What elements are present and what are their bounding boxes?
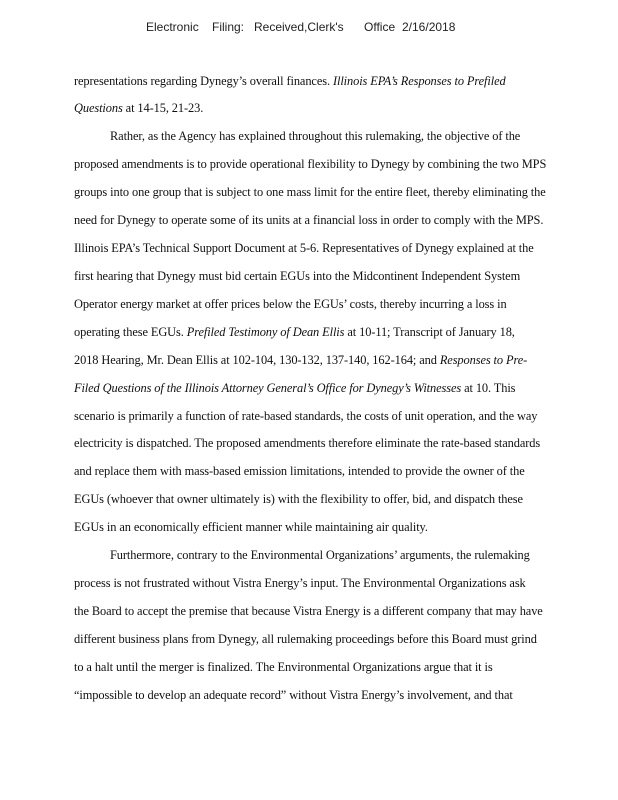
header-received: Received,Clerk's <box>254 20 344 34</box>
line-text: EGUs in an economically efficient manner while maintaining air quality. <box>74 520 428 534</box>
text-line <box>74 463 525 479</box>
line-text: groups into one group that is subject to one mass limit for the entire fleet, thereby eliminating the <box>74 185 546 199</box>
text-line <box>74 100 203 116</box>
line-text: 2018 Hearing, Mr. Dean Ellis at 102-104, 130-132, 137-140, 162-164; and <box>74 353 440 367</box>
line-text: at 14-15, 21-23. <box>122 101 204 115</box>
text-line <box>74 296 507 312</box>
header-electronic: Electronic <box>146 20 199 34</box>
line-text: proposed amendments is to provide operational flexibility to Dynegy by combining the two MPS <box>74 157 547 171</box>
header-office: Office <box>364 20 396 34</box>
header-filing: Filing: <box>212 20 245 34</box>
line-text: electricity is dispatched. The proposed amendments therefore eliminate the rate-based standards <box>74 436 541 450</box>
text-line <box>74 687 513 703</box>
header-date: 2/16/2018 <box>402 20 456 34</box>
line-text: first hearing that Dynegy must bid certain EGUs into the Midcontinent Independent System <box>74 269 521 283</box>
line-text: representations regarding Dynegy’s overall finances. <box>74 74 333 88</box>
text-line <box>74 324 515 340</box>
text-line <box>74 212 543 228</box>
text-line <box>74 575 526 591</box>
text-line <box>74 268 520 284</box>
line-text: Operator energy market at offer prices below the EGUs’ costs, thereby incurring a loss in <box>74 297 507 311</box>
line-text: at 10-11; Transcript of January 18, <box>344 325 515 339</box>
line-text: Illinois EPA’s Technical Support Document at 5-6. Representatives of Dynegy explained at the <box>74 241 534 255</box>
line-text: EGUs (whoever that owner ultimately is) with the flexibility to offer, bid, and dispatch these <box>74 492 523 506</box>
line-text: the Board to accept the premise that because Vistra Energy is a different company that may have <box>74 604 543 618</box>
text-line <box>74 519 428 535</box>
line-text: need for Dynegy to operate some of its units at a financial loss in order to comply with the MPS. <box>74 213 544 227</box>
line-text: operating these EGUs. <box>74 325 187 339</box>
text-line <box>110 128 520 144</box>
citation-italic: Questions <box>74 101 123 115</box>
text-line <box>74 659 493 675</box>
text-line <box>74 380 515 396</box>
text-line <box>74 491 523 507</box>
citation-italic: Prefiled Testimony of Dean Ellis <box>186 325 345 339</box>
line-text: and replace them with mass-based emission limitations, intended to provide the owner of the <box>74 464 525 478</box>
line-text: at 10. This <box>461 381 516 395</box>
text-line <box>74 631 537 647</box>
text-line <box>74 156 546 172</box>
line-text: process is not frustrated without Vistra Energy’s input. The Environmental Organizations ask <box>74 576 526 590</box>
text-line <box>74 435 540 451</box>
text-line <box>74 184 546 200</box>
line-text: different business plans from Dynegy, all rulemaking proceedings before this Board must grind <box>74 632 537 646</box>
text-line <box>74 73 506 89</box>
text-line <box>74 352 527 368</box>
text-line <box>110 547 530 563</box>
text-line <box>74 603 543 619</box>
text-line <box>74 240 534 256</box>
citation-italic: Responses to Pre- <box>439 353 528 367</box>
line-text: Rather, as the Agency has explained throughout this rulemaking, the objective of the <box>110 129 521 143</box>
line-text: “impossible to develop an adequate record” without Vistra Energy’s involvement, and that <box>74 688 513 702</box>
line-text: to a halt until the merger is finalized. The Environmental Organizations argue that it is <box>74 660 493 674</box>
citation-italic: Filed Questions of the Illinois Attorney General’s Office for Dynegy’s Witnesses <box>74 381 462 395</box>
citation-italic: Illinois EPA’s Responses to Prefiled <box>332 74 506 88</box>
text-line <box>74 408 537 424</box>
line-text: scenario is primarily a function of rate-based standards, the costs of unit operation, and the way <box>74 409 538 423</box>
line-text: Furthermore, contrary to the Environmental Organizations’ arguments, the rulemaking <box>110 548 530 562</box>
